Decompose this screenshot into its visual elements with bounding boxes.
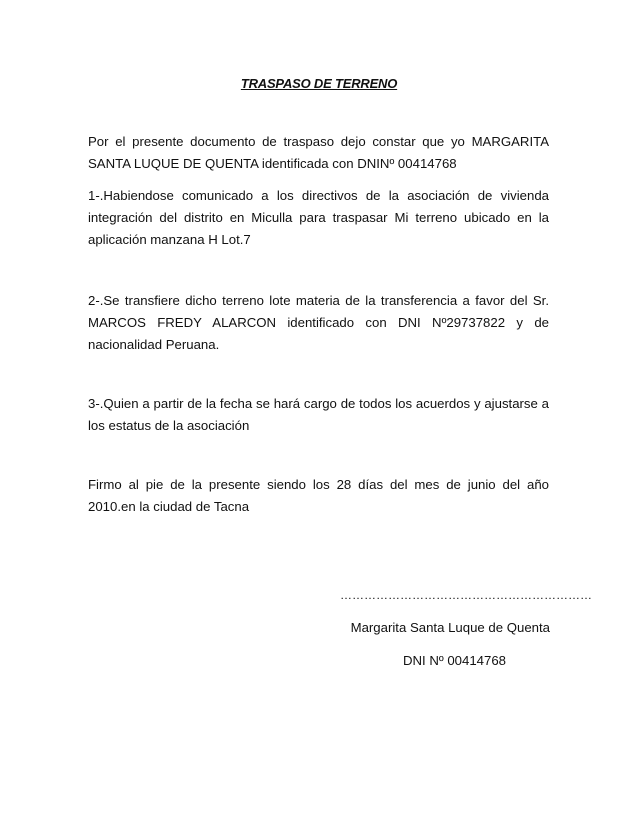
- signature-line: ………………………………………………………: [340, 588, 592, 602]
- document-title: TRASPASO DE TERRENO: [240, 76, 398, 91]
- signatory-dni: DNI Nº 00414768: [402, 653, 506, 668]
- paragraph-clause-2: 2-.Se transfiere dicho terreno lote materia de la transferencia a favor del Sr. MARCOS FREDY ALARCON identificado con DNI Nº29737822 y de nacionalidad Peruana.: [88, 293, 549, 352]
- paragraph-clause-3: 3-.Quien a partir de la fecha se hará cargo de todos los acuerdos y ajustarse a los estatus de la asociación: [88, 396, 549, 433]
- signatory-name: Margarita Santa Luque de Quenta: [350, 620, 550, 635]
- paragraph-clause-1: 1-.Habiendose comunicado a los directivos de la asociación de vivienda integración del distrito en Miculla para traspasar Mi terreno ubicado en la aplicación manzana H Lot.7: [88, 188, 549, 247]
- paragraph-closing: Firmo al pie de la presente siendo los 28 días del mes de junio del año 2010.en la ciudad de Tacna: [88, 477, 549, 514]
- paragraph-intro: Por el presente documento de traspaso dejo constar que yo MARGARITA SANTA LUQUE DE QUENTA identificada con DNINº 00414768: [88, 134, 549, 171]
